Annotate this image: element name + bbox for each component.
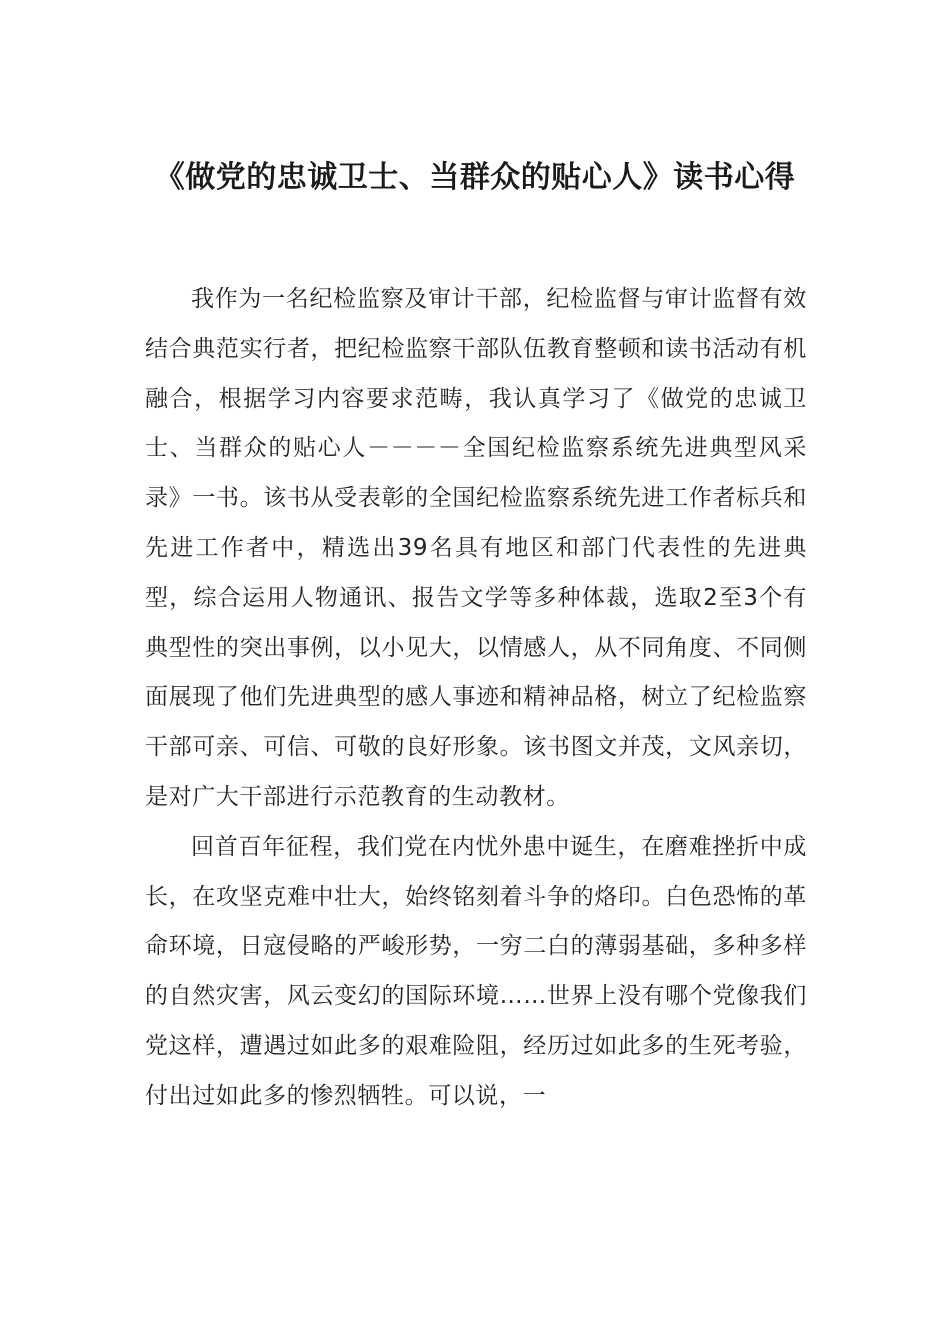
document-body: [145, 275, 807, 1122]
document-title: 《做党的忠诚卫士、当群众的贴心人》读书心得: [154, 160, 796, 195]
paragraph-1: 我作为一名纪检监察及审计干部，纪检监督与审计监督有效结合典范实行者，把纪检监察干部队伍教育整顿和读书活动有机融合，根据学习内容要求范畴，我认真学习了《做党的忠诚卫士、当群众的贴心人－－－－全国纪检监察系统先进典型风采录》一书。该书从受表彰的全国纪检监察系统先进工作者标兵和先进工作者中，精选出39名具有地区和部门代表性的先进典型，综合运用人物通讯、报告文学等多种体裁，选取2至3个有典型性的突出事例，以小见大，以情感人，从不同角度、不同侧面展现了他们先进典型的感人事迹和精神品格，树立了纪检监察干部可亲、可信、可敬的良好形象。该书图文并茂，文风亲切，是对广大干部进行示范教育的生动教材。: [145, 286, 807, 810]
paragraph-2: 回首百年征程，我们党在内忧外患中诞生，在磨难挫折中成长，在攻坚克难中壮大，始终铭刻着斗争的烙印。白色恐怖的革命环境，日寇侵略的严峻形势，一穷二白的薄弱基础，多种多样的自然灾害，风云变幻的国际环境……世界上没有哪个党像我们党这样，遭遇过如此多的艰难险阻，经历过如此多的生死考验，付出过如此多的惨烈牺牲。可以说，一: [145, 833, 807, 1109]
